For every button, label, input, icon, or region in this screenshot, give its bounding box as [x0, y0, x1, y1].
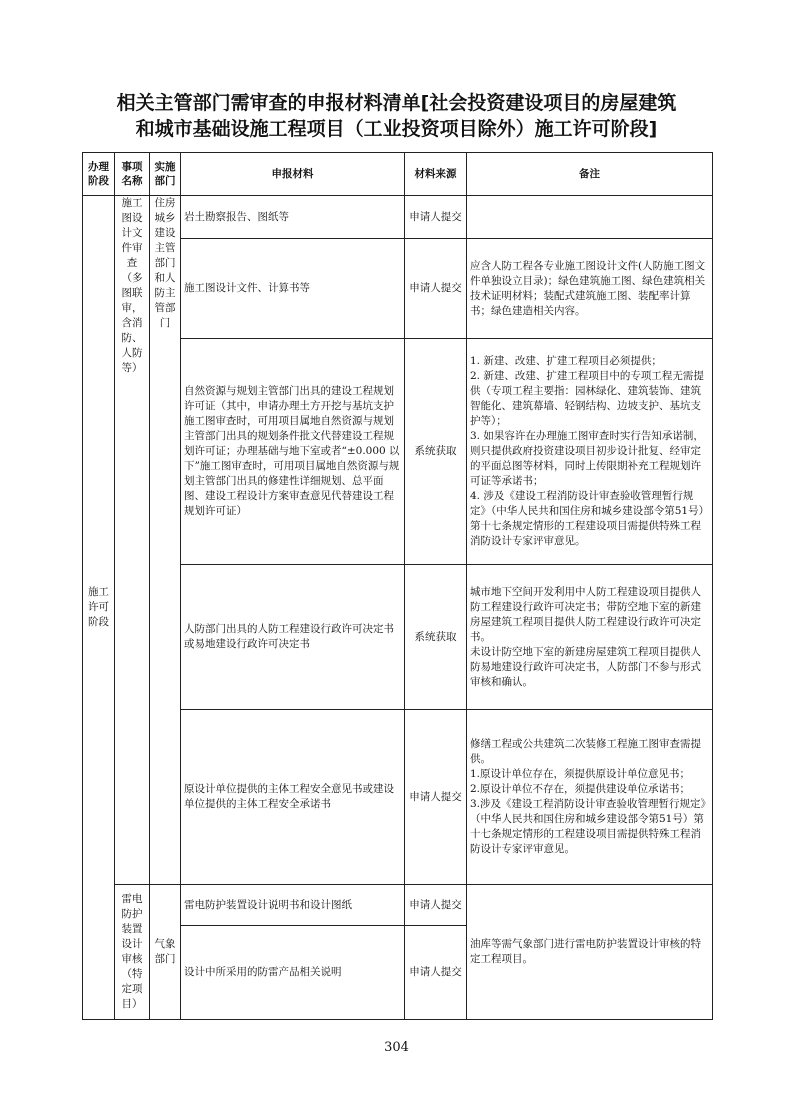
note-line: 未设计防空地下室的新建房屋建筑工程项目提供人防易地建设行政许可决定书，人防部门不参与形式审核和确认。 — [470, 645, 701, 688]
note-cell: 油库等需气象部门进行雷电防护装置设计审核的特定工程项目。 — [467, 885, 713, 1020]
source-cell: 系统获取 — [405, 339, 467, 565]
header-dept: 实施部门 — [150, 153, 181, 196]
note-line: 城市地下空间开发利用中人防工程建设项目提供人防工程建设行政许可决定书；带防空地下室的新建房屋建筑工程项目提供人防工程建设行政许可决定书。 — [470, 585, 701, 643]
material-cell: 施工图设计文件、计算书等 — [181, 239, 405, 339]
note-line: 1. 新建、改建、扩建工程项目必须提供； — [470, 355, 662, 367]
note-line: 2.原设计单位不存在，须提供建设单位承诺书； — [470, 783, 691, 795]
note-line: 3. 如果容许在办理施工图审查时实行告知承诺制，则只提供政府投资建设项目初步设计批复、经审定的平面总图等材料，同时上传限期补充工程规划许可证等承诺书； — [470, 430, 704, 487]
note-line: 3.涉及《建设工程消防设计审查验收管理暂行规定》（中华人民共和国住房和城乡建设部令第51号）第十七条规定情形的工程建设项目需提供特殊工程消防设计专家评审意见。 — [470, 798, 706, 855]
page-number: 304 — [384, 1040, 409, 1055]
stage-cell: 施工许可阶段 — [83, 196, 115, 1020]
material-cell: 雷电防护装置设计说明书和设计图纸 — [181, 885, 405, 926]
note-cell — [467, 565, 713, 710]
source-cell: 申请人提交 — [405, 239, 467, 339]
header-item: 事项名称 — [115, 153, 150, 196]
note-cell — [467, 710, 713, 885]
note-cell — [467, 239, 713, 339]
material-cell: 原设计单位提供的主体工程安全意见书或建设单位提供的主体工程安全承诺书 — [181, 710, 405, 885]
source-cell: 申请人提交 — [405, 885, 467, 926]
title-line-2: 和城市基础设施工程项目（工业投资项目除外）施工许可阶段] — [135, 118, 658, 140]
material-cell: 设计中所采用的防雷产品相关说明 — [181, 926, 405, 1020]
note-line: 2. 新建、改建、扩建工程项目中的专项工程无需提供（专项工程主要指：园林绿化、建筑装饰、建筑智能化、建筑幕墙、轻钢结构、边坡支护、基坑支护等）； — [470, 370, 704, 427]
source-cell: 申请人提交 — [405, 196, 467, 239]
header-source: 材料来源 — [405, 153, 467, 196]
note-cell — [467, 196, 713, 239]
note-line: 1.原设计单位存在，须提供原设计单位意见书； — [470, 768, 691, 780]
source-cell: 申请人提交 — [405, 926, 467, 1020]
materials-table — [82, 152, 713, 1020]
source-cell: 申请人提交 — [405, 710, 467, 885]
table-row — [83, 196, 713, 239]
material-cell: 岩土勘察报告、图纸等 — [181, 196, 405, 239]
header-note: 备注 — [467, 153, 713, 196]
document-title — [60, 90, 733, 142]
table-row — [83, 885, 713, 926]
material-cell: 自然资源与规划主管部门出具的建设工程规划许可证（其中，申请办理土方开挖与基坑支护施工图审查时，可用项目属地自然资源与规划主管部门出具的规划条件批文代替建设工程规划许可证；办理基础与地下室或者“±0.000 以下”施工图审查时，可用项目属地自然资源与规划主管部门出具的修建性详细规划、总平面图、建设工程设计方案审查意见代替建设工程规划许可证） — [181, 339, 405, 565]
header-row — [83, 153, 713, 196]
note-line: 应含人防工程各专业施工图设计文件(人防施工图文件单独设立目录)；绿色建筑施工图、绿色建筑相关技术证明材料；装配式建筑施工图、装配率计算书；绿色建造相关内容。 — [470, 259, 706, 317]
header-stage: 办理阶段 — [83, 153, 115, 196]
material-cell: 人防部门出具的人防工程建设行政许可决定书或易地建设行政许可决定书 — [181, 565, 405, 710]
note-line: 4. 涉及《建设工程消防设计审查验收管理暂行规定》（中华人民共和国住房和城乡建设部令第51号）第十七条规定情形的工程建设项目需提供特殊工程消防设计专家评审意见。 — [470, 490, 704, 547]
source-cell: 系统获取 — [405, 565, 467, 710]
note-cell — [467, 339, 713, 565]
header-material: 申报材料 — [181, 153, 405, 196]
item-cell: 雷电防护装置设计审核（特定项目） — [115, 885, 150, 1020]
dept-cell: 气象部门 — [150, 885, 181, 1020]
dept-cell: 住房城乡建设主管部门和人防主管部门 — [150, 196, 181, 885]
title-line-1: 相关主管部门需审查的申报材料清单[社会投资建设项目的房屋建筑 — [116, 92, 677, 114]
note-line: 修缮工程或公共建筑二次装修工程施工图审查需提供。 — [470, 738, 701, 765]
item-cell: 施工图设计文件审查（多图联审，含消防、人防等） — [115, 196, 150, 885]
